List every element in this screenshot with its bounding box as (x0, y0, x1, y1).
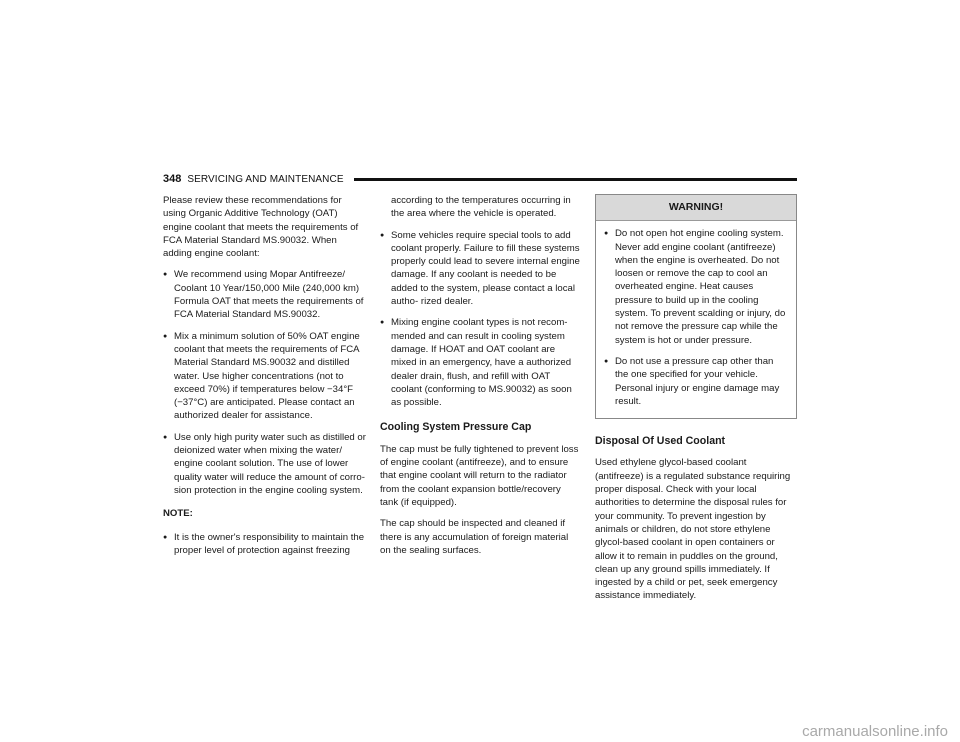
paragraph: The cap should be inspected and cleaned if there is any accumulation of foreign material on the sealing surfaces. (380, 518, 569, 556)
coolant-recommendations-list (163, 268, 367, 497)
list-item: ● Mixing engine coolant types is not recom- mended and can result in cooling system damage. If HOAT and OAT coolant are mixed in an emergency, have a authorized dealer drain, flush, and refill with OAT coolant (conforming to MS.90032) as soon as possible. (380, 316, 580, 409)
note-label: NOTE: (163, 508, 193, 520)
paragraph: Used ethylene glycol-based coolant (antifreeze) is a regulated substance requiring proper disposal. Check with your local authorities to determine the disposal rules for your community. To prevent ingestion by animals or children, do not store ethylene glycol-based coolant in open containers or allow it to remain in puddles on the ground, clean up any ground spills immediately. If ingested by a child or pet, seek emergency assistance immediately. (595, 457, 791, 602)
list-item: ● It is the owner's responsibility to maintain the proper level of protection against freezing (163, 531, 367, 558)
section-title: SERVICING AND MAINTENANCE (187, 173, 344, 185)
warning-body (596, 221, 796, 418)
list-item: ● Do not use a pressure cap other than the one specified for your vehicle. Personal injury or engine damage may result. (604, 355, 788, 408)
watermark: carmanualsonline.info (802, 723, 948, 740)
list-item: ● We recommend using Mopar Antifreeze/ Coolant 10 Year/150,000 Mile (240,000 km) Formula OAT that meets the requirements of FCA Material Standard MS.90032. (163, 268, 367, 321)
note-list (163, 531, 367, 558)
column-right (595, 194, 797, 611)
section-heading: Cooling System Pressure Cap (380, 421, 532, 434)
list-item: ● Use only high purity water such as distilled or deionized water when mixing the water/ engine coolant solution. The use of lower quality water will reduce the amount of corro- sion protection in the engine cooling system. (163, 431, 367, 497)
warning-box (595, 194, 797, 419)
column-middle (380, 194, 580, 565)
list-item: ● Mix a minimum solution of 50% OAT engine coolant that meets the requirements of FCA Material Standard MS.90032 and distilled water. Use higher concentrations (not to exceed 70%) if temperatures below −34°F (−37°C) are anticipated. Please contact an authorized dealer for assistance. (163, 330, 367, 423)
note-list-continued (380, 229, 580, 410)
paragraph: The cap must be fully tightened to prevent loss of engine coolant (antifreeze), and to ensure that engine coolant will return to the radiator from the coolant expansion bottle/recovery tank (if equipped). (380, 443, 579, 508)
header-rule (354, 178, 797, 181)
warning-title: WARNING! (596, 195, 796, 221)
note-continuation: according to the temperatures occurring in the area where the vehicle is operated. (391, 195, 571, 220)
intro-paragraph: Please review these recommendations for using Organic Additive Technology (OAT) engine coolant that meets the requirements of FCA Material Standard MS.90032. When adding engine coolant: (163, 195, 359, 260)
column-left (163, 194, 367, 565)
list-item: ● Do not open hot engine cooling system. Never add engine coolant (antifreeze) when the engine is overheated. Do not loosen or remove the cap to cool an overheated engine. Heat causes pressure to build up in the cooling system. To prevent scalding or injury, do not remove the pressure cap while the system is hot or under pressure. (604, 227, 788, 347)
list-item: ● Some vehicles require special tools to add coolant properly. Failure to fill these systems properly could lead to severe internal engine damage. If any coolant is needed to be added to the system, please contact a local autho- rized dealer. (380, 229, 580, 309)
page-header (163, 171, 797, 187)
page-number: 348 (163, 173, 182, 185)
warning-list (604, 227, 788, 408)
section-heading: Disposal Of Used Coolant (595, 435, 726, 448)
